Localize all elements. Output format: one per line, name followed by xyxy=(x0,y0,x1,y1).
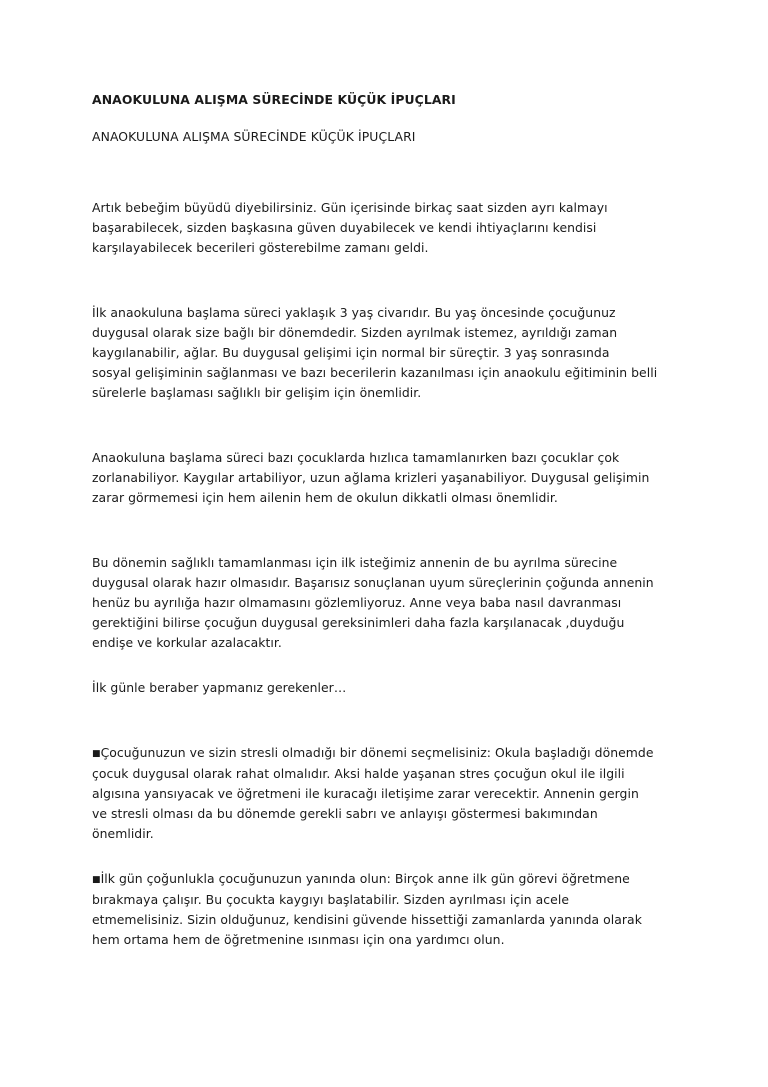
paragraph-line: Bu dönemin sağlıklı tamamlanması için ilk isteğimiz annenin de bu ayrılma sürecine xyxy=(92,555,618,570)
bullet-item-stress xyxy=(92,743,692,844)
paragraph-line: zorlanabiliyor. Kaygılar artabiliyor, uzun ağlama krizleri yaşanabiliyor. Duygusal gelişimin xyxy=(92,470,650,485)
paragraph-adaptation xyxy=(92,448,692,508)
paragraph-line: duygusal olarak size bağlı bir dönemdedir. Sizden ayrılmak istemez, ayrıldığı zaman xyxy=(92,325,618,340)
bullet-line: ve stresli olması da bu dönemde gerekli sabrı ve anlayışı göstermesi bakımından xyxy=(92,806,598,821)
bullet-line: etmemelisiniz. Sizin olduğunuz, kendisini güvende hissettiği zamanlarda yanında olarak xyxy=(92,912,642,927)
bullet-line: algısına yansıyacak ve öğretmeni ile kuracağı iletişime zarar verecektir. Annenin gergin xyxy=(92,786,639,801)
bullet-line: çocuk duygusal olarak rahat olmalıdır. Aksi halde yaşanan stres çocuğun okul ile ilgili xyxy=(92,766,625,781)
bullet-line: hem ortama hem de öğretmenine ısınması için ona yardımcı olun. xyxy=(92,932,505,947)
paragraph-line: Anaokuluna başlama süreci bazı çocuklarda hızlıca tamamlanırken bazı çocuklar çok xyxy=(92,450,620,465)
paragraph-line: Artık bebeğim büyüdü diyebilirsiniz. Gün içerisinde birkaç saat sizden ayrı kalmayı xyxy=(92,200,608,215)
paragraph-start-age xyxy=(92,303,692,403)
paragraph-line: zarar görmemesi için hem ailenin hem de okulun dikkatli olması önemlidir. xyxy=(92,490,558,505)
bullet-line: Çocuğunuzun ve sizin stresli olmadığı bir dönemi seçmelisiniz: Okula başladığı dönemde xyxy=(100,745,654,760)
paragraph-line: sosyal gelişiminin sağlanması ve bazı becerilerin kazanılması için anaokulu eğitiminin belli xyxy=(92,365,658,380)
paragraph-line: başarabilecek, sizden başkasına güven duyabilecek ve kendi ihtiyaçlarını kendisi xyxy=(92,220,597,235)
paragraph-line: sürelerle başlaması sağlıklı bir gelişim için önemlidir. xyxy=(92,385,422,400)
bullet-square-icon: ■ xyxy=(92,749,101,759)
document-title: ANAOKULUNA ALIŞMA SÜRECİNDE KÜÇÜK İPUÇLARI xyxy=(92,129,416,144)
paragraph-line: İlk günle beraber yapmanız gerekenler… xyxy=(92,680,347,695)
bullet-line: bırakmaya çalışır. Bu çocukta kaygıyı başlatabilir. Sizden ayrılması için acele xyxy=(92,892,569,907)
paragraph-line: henüz bu ayrılığa hazır olmamasını gözlemliyoruz. Anne veya baba nasıl davranması xyxy=(92,595,622,610)
bullet-square-icon: ■ xyxy=(92,875,101,885)
bullet-line: önemlidir. xyxy=(92,826,154,841)
document-body xyxy=(92,90,692,950)
paragraph-line: İlk anaokuluna başlama süreci yaklaşık 3 yaş civarıdır. Bu yaş öncesinde çocuğunuz xyxy=(92,305,616,320)
paragraph-intro xyxy=(92,198,692,258)
bullet-line: İlk gün çoğunlukla çocuğunuzun yanında olun: Birçok anne ilk gün görevi öğretmene xyxy=(100,871,630,886)
paragraph-line: duygusal olarak hazır olmasıdır. Başarısız sonuçlanan uyum süreçlerinin çoğunda annenin xyxy=(92,575,654,590)
paragraph-line: kaygılanabilir, ağlar. Bu duygusal gelişimi için normal bir süreçtir. 3 yaş sonrasında xyxy=(92,345,610,360)
document-title-bold: ANAOKULUNA ALIŞMA SÜRECİNDE KÜÇÜK İPUÇLARI xyxy=(92,92,456,107)
paragraph-line: gerektiğini bilirse çocuğun duygusal gereksinimleri daha fazla karşılanacak ,duyduğu xyxy=(92,615,625,630)
paragraph-first-day-heading xyxy=(92,678,692,698)
bullet-item-first-day xyxy=(92,869,692,950)
paragraph-mother-ready xyxy=(92,553,692,653)
paragraph-line: endişe ve korkular azalacaktır. xyxy=(92,635,282,650)
paragraph-line: karşılayabilecek becerileri gösterebilme zamanı geldi. xyxy=(92,240,429,255)
